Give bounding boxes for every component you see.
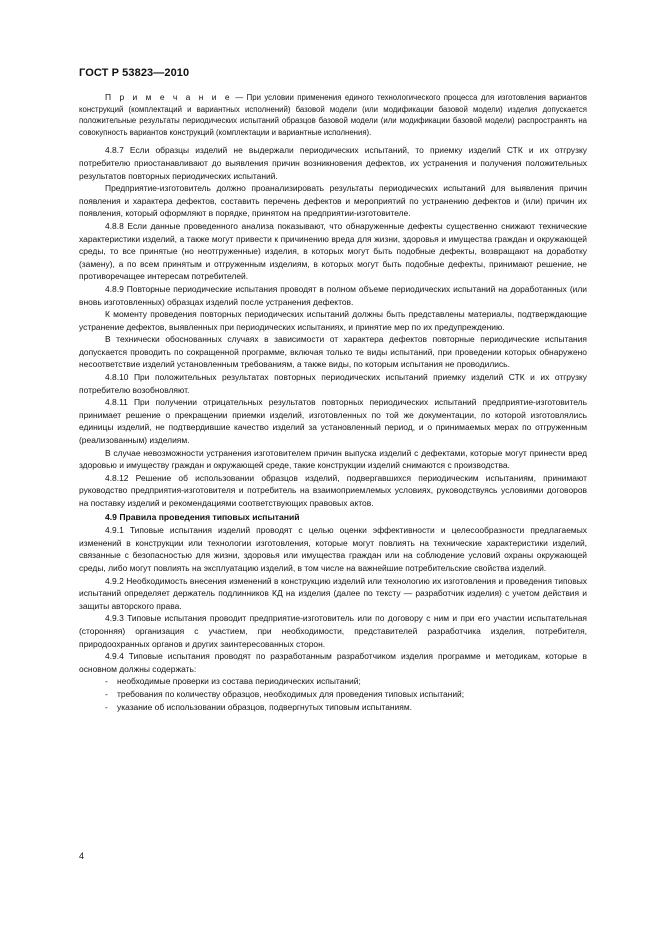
paragraph-4-8-7: 4.8.7 Если образцы изделий не выдержали периодических испытаний, то приемку изделий СТК и их отгрузку потребителю приостанавливают до выявления причин возникновения дефектов, их устранения и получения положительных результатов повторных периодических испытаний. xyxy=(79,145,587,181)
note-label: П р и м е ч а н и е xyxy=(105,92,233,102)
paragraph-4-8-9: 4.8.9 Повторные периодические испытания проводят в полном объеме периодических испытаний на доработанных (или вновь изготовленных) образцах изделий после устранения дефектов. xyxy=(79,283,587,307)
list-item: - указание об использовании образцов, подвергнутых типовым испытаниям. xyxy=(105,701,412,712)
paragraph-analysis: Предприятие-изготовитель должно проанализировать результаты периодических испытаний для выявления причин появления и характера дефектов, составить перечень дефектов и мероприятий по устранению дефектов и (или) причин их появления, который оформляют в порядке, принятом на предприятии-изготовителе. xyxy=(79,183,587,219)
paragraph-4-9-1: 4.9.1 Типовые испытания изделий проводят с целью оценки эффективности и целесообразности предлагаемых изменений в конструкции или технологии изготовления, которые могут повлиять на технические характеристики изделий, связанные с безопасностью для жизни, здоровья или имущества граждан или на соблюдение условий охраны окружающей среды, либо могут повлиять на эксплуатацию изделий, в том числе на важнейшие потребительские свойства изделий. xyxy=(79,525,587,573)
list-item: - необходимые проверки из состава периодических испытаний; xyxy=(105,676,361,687)
paragraph-4-8-10: 4.8.10 При положительных результатах повторных периодических испытаний приемку изделий СТК и их отгрузку потребителю возобновляют. xyxy=(79,372,587,395)
paragraph-reduced-program: В технически обоснованных случаях в зависимости от характера дефектов повторные периодические испытания допускается проводить по сокращенной программе, включая только те виды испытаний, при проведении которых обнаружено несоответствие изделий установленным требованиям, а также виды, по которым испытания не проводились. xyxy=(79,334,587,370)
document-body xyxy=(79,92,587,713)
paragraph-4-9-4: 4.9.4 Типовые испытания проводят по разработанным разработчиком изделия программе и методикам, которые в основном должны содержать: xyxy=(79,651,587,674)
paragraph-4-8-11: 4.8.11 При получении отрицательных результатов повторных периодических испытаний предприятие-изготовитель принимает решение о прекращении приемки изделий, изготовленных по той же документации, по которой изготовлялись единицы изделий, не подтвердившие качество изделий за установленный период, и о принимаемых мерах по отгруженным (реализованным) изделиям. xyxy=(79,397,587,446)
note-paragraph xyxy=(79,92,587,138)
paragraph-production-stop: В случае невозможности устранения изготовителем причин выпуска изделий с дефектами, которые могут принести вред здоровью и имуществу граждан и окружающей среде, такие конструкции изделий снимаются с производства. xyxy=(79,447,587,471)
document-header: ГОСТ Р 53823—2010 xyxy=(79,67,190,79)
page-number: 4 xyxy=(79,851,85,861)
paragraph-4-9-2: 4.9.2 Необходимость внесения изменений в конструкцию изделий или технологию их изготовления и проведения типовых испытаний определяет держатель подлинников КД на изделия (далее по тексту — разработчик изделия) с учетом действия и защиты авторского права. xyxy=(79,575,587,611)
paragraph-4-8-12: 4.8.12 Решение об использовании образцов изделий, подвергавшихся периодическим испытаниям, принимают руководство предприятия-изготовителя и потребитель на взаимоприемлемых условиях, руководствуясь условиями договоров на поставку изделий и рекомендациями соответствующих правовых актов. xyxy=(79,472,587,508)
paragraph-4-8-8: 4.8.8 Если данные проведенного анализа показывают, что обнаруженные дефекты существенно снижают технические характеристики изделий, а также могут привести к причинению вреда для жизни, здоровья и имущества граждан и окружающей среды, то все принятые (но неотгруженные) изделия, в которых могут быть подобные дефекты, возвращают на доработку (замену), а по всем принятым и отгруженным изделиям, в которых могут быть подобные дефекты, принимают решение, не противоречащее интересам потребителей. xyxy=(79,220,587,282)
paragraph-4-9-3: 4.9.3 Типовые испытания проводит предприятие-изготовитель или по договору с ним и при его участии испытательная (сторонняя) организация с участием, при необходимости, представителей разработчика изделия, потребителя, природоохранных органов и других заинтересованных сторон. xyxy=(79,613,587,649)
list-item: - требования по количеству образцов, необходимых для проведения типовых испытаний; xyxy=(105,688,465,699)
paragraph-materials: К моменту проведения повторных периодических испытаний должны быть представлены материалы, подтверждающие устранение дефектов, выявленных при периодических испытаниях, и принятие мер по их предупреждению. xyxy=(79,309,587,332)
requirements-list xyxy=(79,675,587,713)
note-text: — При условии применения единого технологического процесса для изготовления вариантов конструкций (комплектаций и вариантных исполнений) базовой модели (или модификации базовой модели) изделия допускается положительные результаты периодических испытаний образцов базовой модели (или модификации базовой модели) распространять на совокупность вариантов конструкций (комплектации и вариантные исполнения). xyxy=(79,93,587,137)
section-title-4-9: 4.9 Правила проведения типовых испытаний xyxy=(105,511,300,522)
